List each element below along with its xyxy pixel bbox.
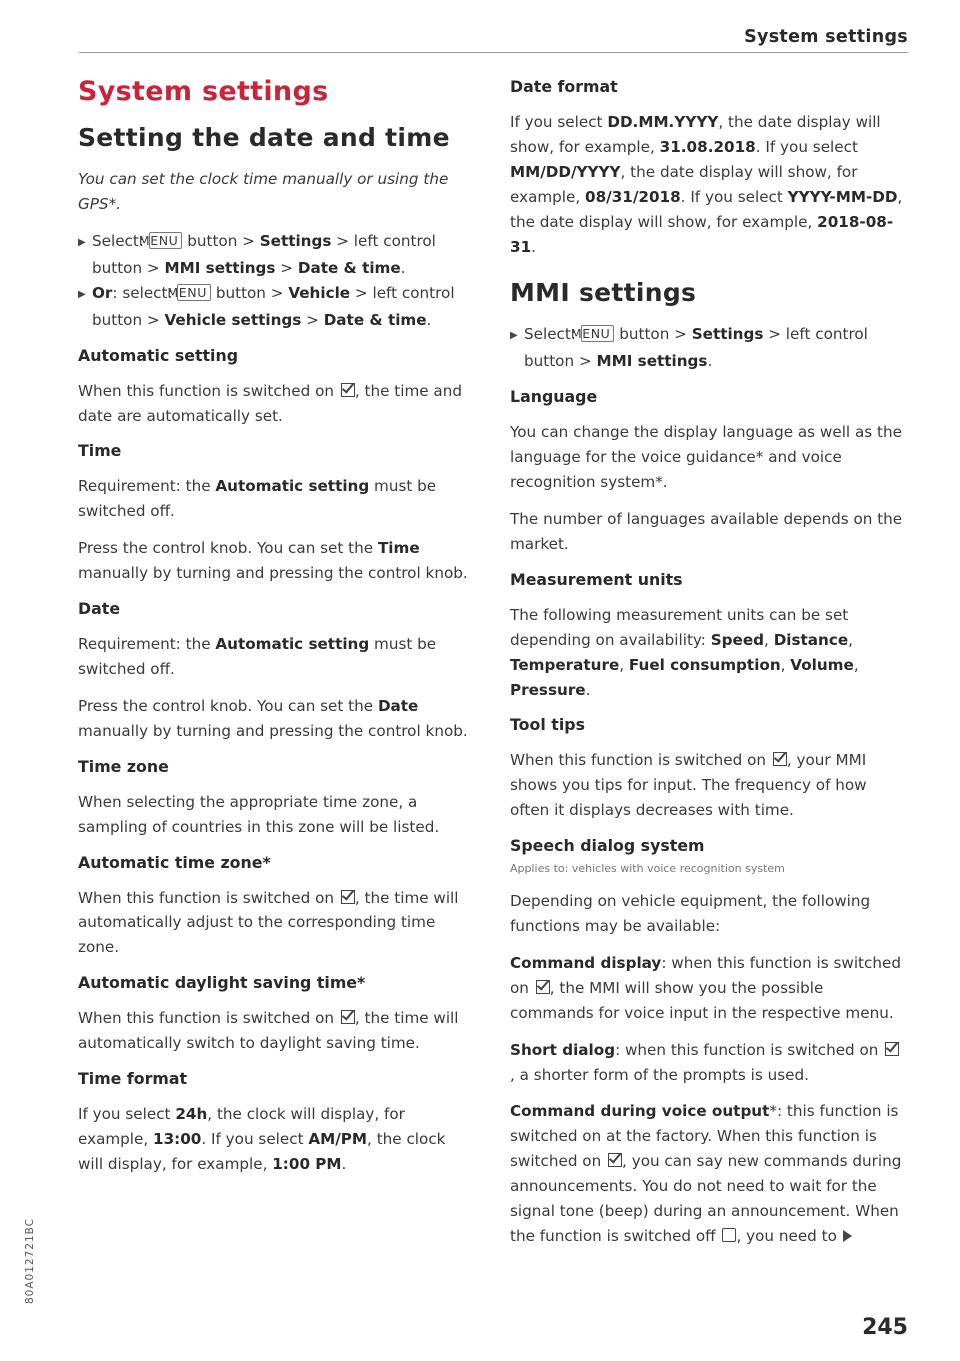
intro-text: You can set the clock time manually or using the GPS*. <box>78 170 449 213</box>
command-during-voice-output-text: Command during voice output*: this function is switched on at the factory. When this function is switched on , you can say new commands during announcements. You do not need to wait for the signal tone (beep) during an announcement. When the function is switched off , you need to <box>510 1102 902 1245</box>
subheading-date-format: Date format <box>510 77 618 96</box>
checkbox-checked-icon <box>773 752 787 766</box>
running-header-title: System settings <box>744 27 908 47</box>
subheading-time-zone: Time zone <box>78 756 169 776</box>
menu-key: MENU <box>177 284 211 301</box>
time-requirement: Requirement: the Automatic setting must be switched off. <box>78 477 437 521</box>
time-instructions: Press the control knob. You can set the Time manually by turning and pressing the control knob. <box>78 539 468 583</box>
menu-key: MENU <box>581 325 615 342</box>
speech-intro: Depending on vehicle equipment, the following functions may be available: <box>510 892 871 936</box>
subheading-time-format: Time format <box>78 1069 188 1089</box>
checkbox-checked-icon <box>885 1042 899 1056</box>
automatic-dst-text: When this function is switched on , the time will automatically switch to daylight saving time. <box>78 1009 459 1053</box>
continue-arrow-icon <box>843 1230 852 1242</box>
subheading-date: Date <box>78 599 121 619</box>
header-rule <box>79 52 908 53</box>
section-title: System settings <box>78 76 329 107</box>
mmi-settings-heading: MMI settings <box>510 278 697 308</box>
command-display-text: Command display: when this function is switched on , the MMI will show you the possible commands for voice input in the respective menu. <box>510 953 901 1022</box>
checkbox-checked-icon <box>341 1010 355 1024</box>
measurement-units-text: The following measurement units can be set depending on availability: Speed, Distance, Temperature, Fuel consumption, Volume, Pressure. <box>510 605 859 699</box>
menu-path-bullet-1: ▶ Select: MENU button > Settings > left control button > MMI settings > Date & time. <box>78 232 436 277</box>
time-zone-text: When selecting the appropriate time zone, a sampling of countries in this zone will be listed. <box>78 792 440 836</box>
menu-path-bullet-2: ▶ Or: select: MENU button > Vehicle > left control button > Vehicle settings > Date & time. <box>78 283 455 329</box>
checkbox-checked-icon <box>536 980 550 994</box>
bullet-triangle-icon: ▶ <box>78 237 86 248</box>
bullet-triangle-icon: ▶ <box>78 288 86 300</box>
checkbox-checked-icon <box>341 890 355 904</box>
subheading-automatic-setting: Automatic setting <box>78 345 239 365</box>
left-column <box>78 76 472 1189</box>
subheading-tool-tips: Tool tips <box>510 715 585 735</box>
date-requirement: Requirement: the Automatic setting must be switched off. <box>78 635 437 678</box>
checkbox-checked-icon <box>608 1153 622 1167</box>
menu-key: MENU <box>149 232 183 249</box>
page-heading: Setting the date and time <box>78 123 450 152</box>
automatic-setting-text: When this function is switched on , the time and date are automatically set. <box>78 381 462 425</box>
tool-tips-text: When this function is switched on , your MMI shows you tips for input. The frequency of how often it displays decreases with time. <box>510 751 867 820</box>
subheading-measurement-units: Measurement units <box>510 569 683 589</box>
language-text-1: You can change the display language as well as the language for the voice guidance* and voice recognition system*. <box>510 423 902 492</box>
subheading-automatic-time-zone: Automatic time zone* <box>78 852 271 872</box>
date-format-text: If you select DD.MM.YYYY, the date display will show, for example, 31.08.2018. If you select MM/DD/YYYY, the date display will show, for example, 08/31/2018. If you select YYYY-MM-DD, the date display will show, for example, 2018-08-31. <box>510 113 903 256</box>
right-column <box>510 76 904 1261</box>
checkbox-checked-icon <box>341 383 355 397</box>
subheading-automatic-dst: Automatic daylight saving time* <box>78 973 366 993</box>
short-dialog-text: Short dialog: when this function is switched on , a shorter form of the prompts is used. <box>510 1038 904 1088</box>
time-format-text: If you select 24h, the clock will display, for example, 13:00. If you select AM/PM, the clock will display, for example, 1:00 PM. <box>78 1105 446 1173</box>
document-code: 80A012721BC <box>24 1218 36 1304</box>
date-instructions: Press the control knob. You can set the Date manually by turning and pressing the control knob. <box>78 696 468 740</box>
applies-to-note: Applies to: vehicles with voice recognition system <box>510 862 785 876</box>
bullet-triangle-icon: ▶ <box>510 330 518 342</box>
automatic-time-zone-text: When this function is switched on , the time will automatically adjust to the corresponding time zone. <box>78 888 459 957</box>
subheading-language: Language <box>510 387 598 407</box>
checkbox-empty-icon <box>722 1228 736 1242</box>
subheading-time: Time <box>78 441 122 461</box>
page-number: 245 <box>862 1315 908 1340</box>
subheading-speech-dialog: Speech dialog system <box>510 836 705 856</box>
language-text-2: The number of languages available depends on the market. <box>510 509 903 553</box>
menu-path-bullet-mmi: ▶ Select: MENU button > Settings > left control button > MMI settings. <box>510 325 868 371</box>
